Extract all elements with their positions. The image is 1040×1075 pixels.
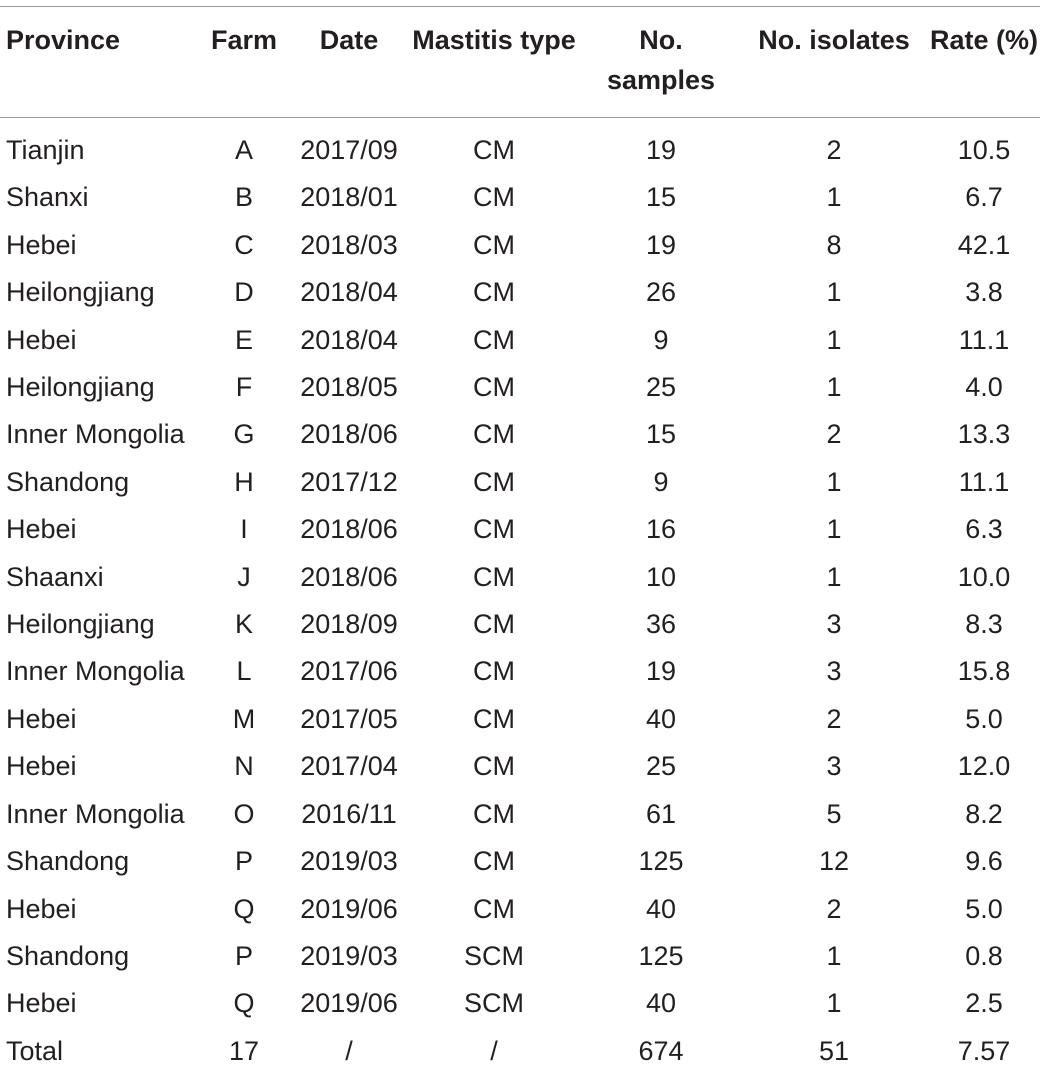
table-row xyxy=(0,174,1040,221)
cell-no-isolates: 1 xyxy=(826,277,842,308)
cell-province: Hebei xyxy=(6,229,77,260)
cell-date: 2018/04 xyxy=(300,277,398,308)
cell-rate: 2.5 xyxy=(965,988,1003,1019)
cell-no-isolates: 2 xyxy=(826,703,842,734)
cell-province: Shaanxi xyxy=(6,561,104,592)
cell-no-samples: 9 xyxy=(653,324,669,355)
cell-no-isolates: 1 xyxy=(826,561,842,592)
header-mastitis-type: Mastitis type xyxy=(412,25,576,55)
cell-mastitis-type: CM xyxy=(473,419,515,450)
table-row xyxy=(0,269,1040,316)
table-row xyxy=(0,364,1040,411)
cell-mastitis-type: CM xyxy=(473,846,515,877)
cell-date: 2019/06 xyxy=(300,893,398,924)
cell-province: Inner Mongolia xyxy=(6,656,185,687)
cell-no-samples: 16 xyxy=(645,514,677,545)
cell-date: 2017/09 xyxy=(300,135,398,165)
cell-date: 2018/09 xyxy=(300,609,398,640)
cell-mastitis-type: CM xyxy=(473,609,515,640)
cell-mastitis-type: CM xyxy=(473,514,515,545)
cell-no-isolates: 1 xyxy=(826,372,842,403)
table-row xyxy=(0,506,1040,553)
cell-rate: 4.0 xyxy=(965,372,1003,403)
cell-mastitis-type: CM xyxy=(473,798,515,829)
cell-no-samples: 25 xyxy=(645,372,677,403)
cell-no-isolates: 8 xyxy=(826,229,842,260)
cell-farm: M xyxy=(232,703,256,734)
cell-province: Heilongjiang xyxy=(6,277,155,308)
header-no-isolates: No. isolates xyxy=(758,25,910,55)
cell-farm: I xyxy=(240,514,248,545)
cell-mastitis-type: CM xyxy=(473,229,515,260)
cell-farm: A xyxy=(234,135,253,165)
cell-rate: 7.57 xyxy=(957,1035,1011,1066)
table-header xyxy=(0,0,1040,117)
cell-province: Heilongjiang xyxy=(6,372,155,403)
cell-date: 2017/06 xyxy=(300,656,398,687)
header-rate: Rate (%) xyxy=(929,25,1038,55)
header-province: Province xyxy=(6,25,121,55)
table-row xyxy=(0,743,1040,790)
cell-mastitis-type: CM xyxy=(473,893,515,924)
cell-no-isolates: 5 xyxy=(826,798,842,829)
table-row xyxy=(0,317,1040,364)
cell-farm: G xyxy=(233,419,255,450)
header-date: Date xyxy=(319,25,379,55)
cell-rate: 5.0 xyxy=(965,893,1003,924)
cell-date: 2018/04 xyxy=(300,324,398,355)
cell-mastitis-type: CM xyxy=(473,703,515,734)
cell-rate: 12.0 xyxy=(957,751,1011,782)
cell-no-samples: 25 xyxy=(645,751,677,782)
table-row xyxy=(0,459,1040,506)
cell-farm: K xyxy=(234,609,253,640)
cell-province: Heilongjiang xyxy=(6,609,155,640)
cell-date: 2018/01 xyxy=(300,182,398,213)
cell-farm: N xyxy=(234,751,254,782)
cell-province: Hebei xyxy=(6,988,77,1019)
cell-rate: 8.2 xyxy=(965,798,1003,829)
cell-farm: L xyxy=(236,656,252,687)
cell-mastitis-type: CM xyxy=(473,561,515,592)
cell-no-isolates: 1 xyxy=(826,466,842,497)
cell-province: Inner Mongolia xyxy=(6,798,185,829)
cell-no-isolates: 1 xyxy=(826,324,842,355)
cell-no-samples: 15 xyxy=(645,419,677,450)
cell-province: Shanxi xyxy=(6,182,89,213)
cell-date: 2018/06 xyxy=(300,419,398,450)
cell-date: 2017/04 xyxy=(300,751,398,782)
cell-rate: 6.3 xyxy=(965,514,1003,545)
cell-no-isolates: 3 xyxy=(826,609,842,640)
table-row xyxy=(0,791,1040,838)
cell-mastitis-type: CM xyxy=(473,182,515,213)
cell-farm: Q xyxy=(233,893,255,924)
cell-rate: 10.0 xyxy=(957,561,1011,592)
cell-province: Hebei xyxy=(6,703,77,734)
cell-farm: H xyxy=(234,466,254,497)
header-farm: Farm xyxy=(210,25,278,55)
cell-province: Total xyxy=(6,1035,64,1066)
cell-province: Hebei xyxy=(6,751,77,782)
cell-mastitis-type: SCM xyxy=(464,988,524,1019)
cell-no-samples: 40 xyxy=(645,988,677,1019)
cell-farm: P xyxy=(234,846,253,877)
cell-no-samples: 61 xyxy=(645,798,677,829)
cell-rate: 13.3 xyxy=(957,419,1011,450)
cell-date: 2018/03 xyxy=(300,229,398,260)
cell-date: 2016/11 xyxy=(301,798,397,829)
cell-date: 2018/06 xyxy=(300,514,398,545)
cell-date: 2017/12 xyxy=(300,466,398,497)
cell-province: Hebei xyxy=(6,514,77,545)
cell-rate: 15.8 xyxy=(957,656,1011,687)
cell-no-samples: 19 xyxy=(645,656,677,687)
cell-province: Tianjin xyxy=(6,135,85,165)
cell-date: 2018/06 xyxy=(300,561,398,592)
table-row xyxy=(0,696,1040,743)
cell-province: Hebei xyxy=(6,893,77,924)
table-row xyxy=(0,411,1040,458)
table-row xyxy=(0,117,1040,174)
cell-no-samples: 19 xyxy=(645,229,677,260)
cell-rate: 8.3 xyxy=(965,609,1003,640)
cell-no-samples: 40 xyxy=(645,703,677,734)
cell-mastitis-type: CM xyxy=(473,656,515,687)
cell-farm: E xyxy=(234,324,253,355)
cell-date: 2018/05 xyxy=(300,372,398,403)
cell-province: Shandong xyxy=(6,940,130,971)
table-row xyxy=(0,933,1040,980)
cell-mastitis-type: CM xyxy=(473,324,515,355)
cell-no-isolates: 1 xyxy=(826,940,842,971)
cell-no-samples: 125 xyxy=(638,846,684,877)
cell-rate: 9.6 xyxy=(965,846,1003,877)
table-row xyxy=(0,838,1040,885)
cell-date: 2019/06 xyxy=(300,988,398,1019)
cell-no-isolates: 2 xyxy=(826,419,842,450)
cell-mastitis-type: CM xyxy=(473,466,515,497)
cell-farm: C xyxy=(234,229,254,260)
table-row xyxy=(0,554,1040,601)
cell-rate: 6.7 xyxy=(965,182,1003,213)
cell-no-samples: 19 xyxy=(645,135,677,165)
cell-farm: J xyxy=(237,561,251,592)
cell-no-samples: 9 xyxy=(653,466,669,497)
table-row xyxy=(0,648,1040,695)
cell-rate: 11.1 xyxy=(958,466,1010,497)
cell-mastitis-type: CM xyxy=(473,751,515,782)
cell-no-samples: 36 xyxy=(645,609,677,640)
header-no-samples: No. samples xyxy=(606,25,716,95)
cell-mastitis-type: SCM xyxy=(464,940,524,971)
cell-farm: F xyxy=(235,372,253,403)
cell-no-isolates: 2 xyxy=(826,893,842,924)
header-row xyxy=(0,0,1040,117)
cell-rate: 10.5 xyxy=(957,135,1011,165)
cell-mastitis-type: CM xyxy=(473,135,515,165)
cell-date: 2019/03 xyxy=(300,940,398,971)
cell-no-isolates: 1 xyxy=(826,182,842,213)
cell-no-isolates: 1 xyxy=(826,514,842,545)
cell-province: Inner Mongolia xyxy=(6,419,185,450)
cell-date: 2017/05 xyxy=(300,703,398,734)
cell-rate: 0.8 xyxy=(965,940,1003,971)
cell-rate: 5.0 xyxy=(965,703,1003,734)
cell-rate: 42.1 xyxy=(957,229,1011,260)
cell-no-isolates: 3 xyxy=(826,751,842,782)
cell-no-samples: 15 xyxy=(645,182,677,213)
cell-no-isolates: 1 xyxy=(826,988,842,1019)
cell-farm: P xyxy=(234,940,253,971)
cell-no-isolates: 51 xyxy=(818,1035,850,1066)
table-row xyxy=(0,886,1040,933)
cell-province: Shandong xyxy=(6,466,130,497)
cell-farm: O xyxy=(233,798,255,829)
cell-no-isolates: 3 xyxy=(826,656,842,687)
cell-date: 2019/03 xyxy=(300,846,398,877)
table-body xyxy=(0,117,1040,1075)
table-row xyxy=(0,980,1040,1027)
table-row xyxy=(0,601,1040,648)
cell-no-samples: 40 xyxy=(645,893,677,924)
cell-no-samples: 26 xyxy=(645,277,677,308)
cell-no-isolates: 2 xyxy=(826,135,842,165)
cell-no-samples: 10 xyxy=(645,561,677,592)
cell-mastitis-type: CM xyxy=(473,277,515,308)
cell-no-samples: 674 xyxy=(638,1035,684,1066)
cell-no-isolates: 12 xyxy=(818,846,850,877)
cell-rate: 3.8 xyxy=(965,277,1003,308)
cell-province: Shandong xyxy=(6,846,130,877)
cell-province: Hebei xyxy=(6,324,77,355)
total-row xyxy=(0,1028,1040,1075)
cell-farm: Q xyxy=(233,988,255,1019)
cell-mastitis-type: CM xyxy=(473,372,515,403)
cell-farm: 17 xyxy=(228,1035,260,1066)
cell-mastitis-type: / xyxy=(490,1035,498,1066)
cell-farm: D xyxy=(234,277,254,308)
cell-date: / xyxy=(345,1035,353,1066)
cell-no-samples: 125 xyxy=(638,940,684,971)
cell-farm: B xyxy=(234,182,253,213)
cell-rate: 11.1 xyxy=(958,324,1010,355)
table-row xyxy=(0,222,1040,269)
